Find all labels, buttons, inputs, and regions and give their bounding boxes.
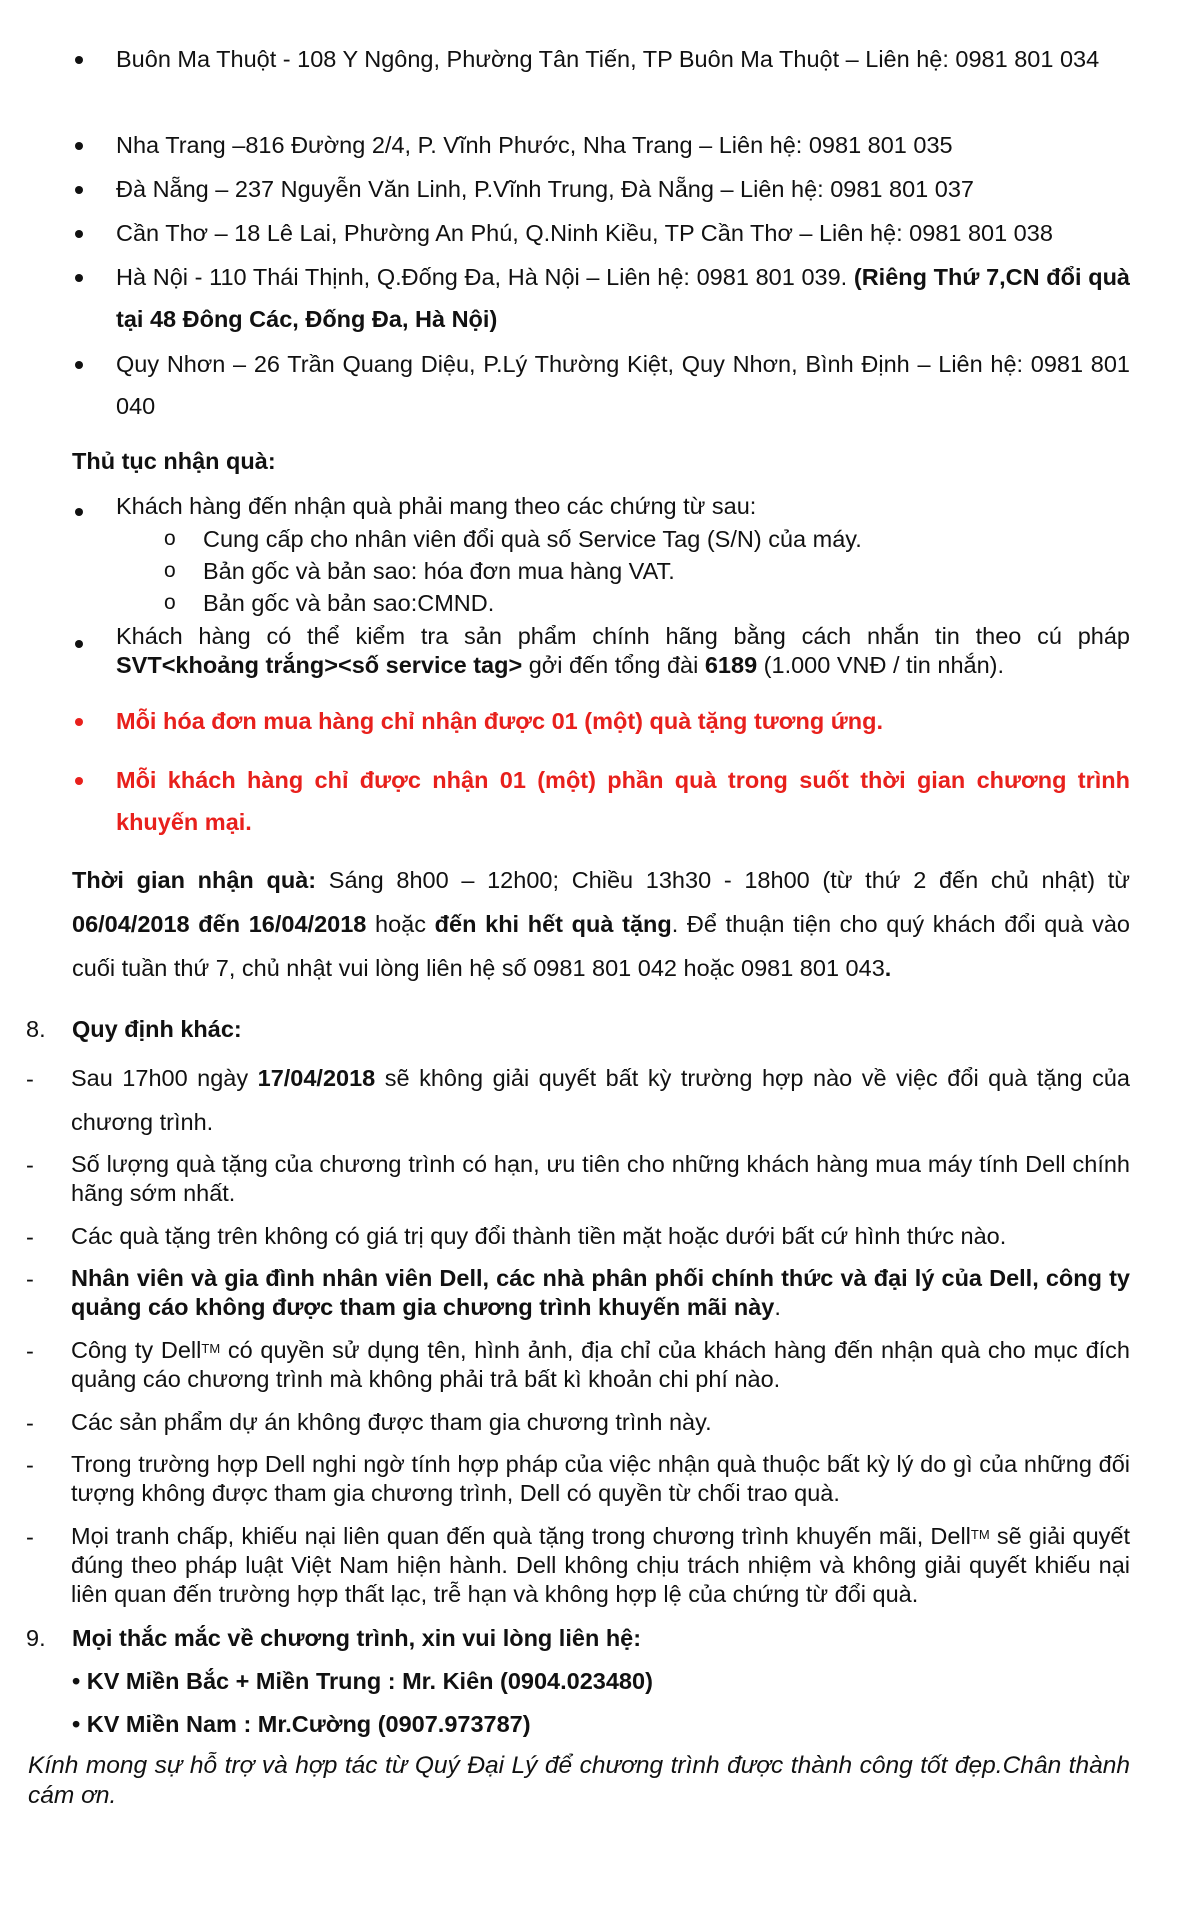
rule-image-rights-company: Công ty Dell <box>71 1337 202 1363</box>
doc-id-card: Bản gốc và bản sao:CMND. <box>203 590 495 616</box>
section-9-title: Mọi thắc mắc về chương trình, xin vui lòng liên hệ: <box>72 1625 642 1651</box>
bullet-icon <box>75 230 83 238</box>
rule-deadline-date: 17/04/2018 <box>257 1065 376 1091</box>
bullet-icon <box>75 186 83 194</box>
pickup-time-label: Thời gian nhận quà: <box>72 867 317 893</box>
rule-staff-excluded <box>71 1264 1130 1322</box>
bullet-icon <box>75 274 83 282</box>
bullet-icon <box>75 361 83 369</box>
bullet-icon <box>75 508 83 516</box>
rule-no-cash-value: Các quà tặng trên không có giá trị quy đổi thành tiền mặt hoặc dưới bất cứ hình thức nào. <box>71 1223 1007 1249</box>
dash-icon: - <box>26 1410 34 1436</box>
dash-icon: - <box>26 1224 34 1250</box>
rule-one-gift-per-customer: Mỗi khách hàng chỉ được nhận 01 (một) phần quà trong suốt thời gian chương trình khuyến mại. <box>116 767 1130 835</box>
section-8-title: Quy định khác: <box>72 1016 242 1042</box>
address-da-nang: Đà Nẵng – 237 Nguyễn Văn Linh, P.Vĩnh Trung, Đà Nẵng – Liên hệ: 0981 801 037 <box>116 176 974 202</box>
trademark-symbol: TM <box>201 1341 221 1356</box>
sms-number: 6189 <box>704 652 758 678</box>
rule-disputes-text: Mọi tranh chấp, khiếu nại liên quan đến quà tặng trong chương trình khuyến mãi, Dell <box>71 1523 971 1549</box>
dash-icon: - <box>26 1266 34 1292</box>
dash-icon: - <box>26 1524 34 1550</box>
rule-refusal-right: Trong trường hợp Dell nghi ngờ tính hợp pháp của việc nhận quà thuộc bất kỳ lý do gì của những đối tượng không được tham gia chương trình, Dell có quyền từ chối trao quà. <box>71 1451 1130 1506</box>
dash-icon: - <box>26 1152 34 1178</box>
dash-icon: - <box>26 1066 34 1092</box>
procedure-item-documents: Khách hàng đến nhận quà phải mang theo các chứng từ sau: <box>116 493 757 519</box>
address-ha-noi-weekend-note: (Riêng Thứ 7,CN đổi quà tại 48 Đông Các, Đống Đa, Hà Nội) <box>116 264 1130 332</box>
rule-limited-gifts: Số lượng quà tặng của chương trình có hạn, ưu tiên cho những khách hàng mua máy tính Dell chính hãng sớm nhất. <box>71 1151 1130 1206</box>
sub-bullet-icon: o <box>164 527 176 550</box>
pickup-time-hours: Sáng 8h00 – 12h00; Chiều 13h30 - 18h00 (từ thứ 2 đến chủ nhật) từ <box>316 867 1130 893</box>
procedure-title: Thủ tục nhận quà: <box>72 448 276 474</box>
rule-staff-period: . <box>774 1294 781 1320</box>
trademark-symbol: TM <box>970 1527 990 1542</box>
bullet-icon <box>75 640 83 648</box>
sms-syntax: SVT<khoảng trắng><số service tag> <box>116 652 523 678</box>
sms-text: Khách hàng có thể kiểm tra sản phẩm chính hãng bằng cách nhắn tin theo cú pháp <box>116 623 1130 649</box>
pickup-time-paragraph <box>72 858 1130 990</box>
rule-image-rights <box>71 1336 1130 1394</box>
bullet-icon <box>75 777 83 785</box>
sms-price: (1.000 VNĐ / tin nhắn). <box>757 652 1005 678</box>
sub-bullet-icon: o <box>164 559 176 582</box>
dash-icon: - <box>26 1452 34 1478</box>
sub-bullet-icon: o <box>164 591 176 614</box>
section-9-number: 9. <box>26 1625 46 1651</box>
rule-project-products: Các sản phẩm dự án không được tham gia chương trình này. <box>71 1409 712 1435</box>
sms-text-2: gởi đến tổng đài <box>522 652 705 678</box>
address-nha-trang: Nha Trang –816 Đường 2/4, P. Vĩnh Phước, Nha Trang – Liên hệ: 0981 801 035 <box>116 132 953 158</box>
contact-north-central: • KV Miền Bắc + Miền Trung : Mr. Kiên (0904.023480) <box>72 1668 653 1694</box>
closing-note: Kính mong sự hỗ trợ và hợp tác từ Quý Đại Lý để chương trình được thành công tốt đẹp.Chân thành cám ơn. <box>28 1752 1130 1809</box>
pickup-time-or: hoặc <box>366 911 435 937</box>
address-ha-noi <box>116 256 1130 340</box>
pickup-weekend-contact: . Để thuận tiện cho quý khách đổi quà vào cuối tuần thứ 7, chủ nhật vui lòng liên hệ số 0981 801 042 hoặc 0981 801 043 <box>72 911 1130 981</box>
address-ha-noi-text: Hà Nội - 110 Thái Thịnh, Q.Đống Đa, Hà Nội – Liên hệ: 0981 801 039. <box>116 264 854 290</box>
pickup-until: đến khi hết quà tặng <box>434 911 672 937</box>
rule-disputes <box>71 1522 1130 1609</box>
bullet-icon <box>75 718 83 726</box>
doc-service-tag: Cung cấp cho nhân viên đổi quà số Service Tag (S/N) của máy. <box>203 526 862 552</box>
rule-staff-excluded-text: Nhân viên và gia đình nhân viên Dell, các nhà phân phối chính thức và đại lý của Dell, công ty quảng cáo không được tham gia chương trình khuyến mãi này <box>71 1265 1130 1320</box>
rule-disputes-text-2: sẽ giải quyết đúng theo pháp luật Việt Nam hiện hành. Dell không chịu trách nhiệm và không giải quyết khiếu nại liên quan đến trường hợp thất lạc, trễ hạn và không hợp lệ của chứng từ đổi quà. <box>71 1523 1130 1607</box>
procedure-item-sms-check <box>116 622 1130 680</box>
dash-icon: - <box>26 1338 34 1364</box>
rule-deadline-text: Sau 17h00 ngày <box>71 1065 258 1091</box>
bullet-icon <box>75 56 83 64</box>
section-8-number: 8. <box>26 1016 46 1042</box>
pickup-period: . <box>884 955 892 981</box>
contact-south: • KV Miền Nam : Mr.Cường (0907.973787) <box>72 1711 531 1737</box>
rule-image-rights-text: có quyền sử dụng tên, hình ảnh, địa chỉ của khách hàng đến nhận quà cho mục đích quảng cáo chương trình mà không phải trả bất kì khoản chi phí nào. <box>71 1337 1130 1392</box>
rule-deadline <box>71 1056 1130 1144</box>
pickup-date-range: 06/04/2018 đến 16/04/2018 <box>72 911 367 937</box>
rule-deadline-text-2: sẽ không giải quyết bất kỳ trường hợp nào về việc đổi quà tặng của chương trình. <box>71 1065 1130 1135</box>
address-can-tho: Cần Thơ – 18 Lê Lai, Phường An Phú, Q.Ninh Kiều, TP Cần Thơ – Liên hệ: 0981 801 038 <box>116 220 1053 246</box>
address-quy-nhon: Quy Nhơn – 26 Trần Quang Diệu, P.Lý Thường Kiệt, Quy Nhơn, Bình Định – Liên hệ: 0981 801 040 <box>116 351 1130 419</box>
rule-one-gift-per-invoice: Mỗi hóa đơn mua hàng chỉ nhận được 01 (một) quà tặng tương ứng. <box>116 708 883 734</box>
address-buon-ma-thuot: Buôn Ma Thuột - 108 Y Ngông, Phường Tân Tiến, TP Buôn Ma Thuột – Liên hệ: 0981 801 034 <box>116 46 1100 72</box>
bullet-icon <box>75 142 83 150</box>
doc-vat-invoice: Bản gốc và bản sao: hóa đơn mua hàng VAT. <box>203 558 675 584</box>
